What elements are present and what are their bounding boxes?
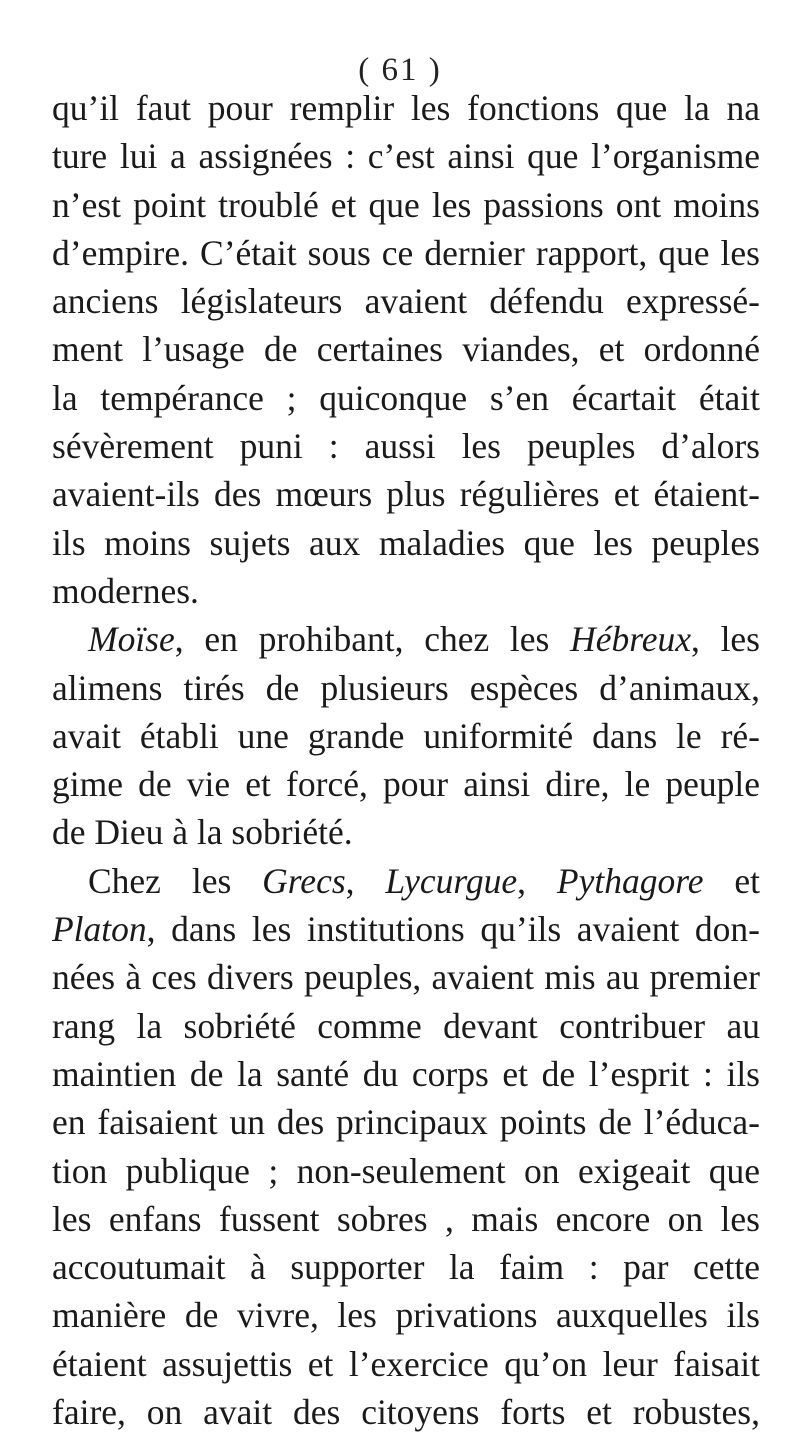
page-number: ( 61 ) bbox=[358, 52, 442, 88]
italic-name: Grecs bbox=[262, 860, 346, 901]
text-line bbox=[52, 857, 760, 905]
text-line: avait établi une grande uniformité dans le ré- bbox=[52, 715, 760, 756]
text-line: la tempérance ; quiconque s’en écartait était bbox=[52, 377, 760, 418]
text-segment: , les bbox=[690, 619, 761, 660]
text-line: alimens tirés de plusieurs espèces d’animaux, bbox=[52, 667, 760, 708]
text-line: ment l’usage de certaines viandes, et ordonné bbox=[52, 329, 760, 370]
text-line: anciens législateurs avaient défendu expressé- bbox=[52, 281, 760, 322]
text-line: avaient-ils des mœurs plus régulières et étaient- bbox=[52, 474, 760, 515]
text-line bbox=[52, 905, 760, 953]
text-line: ture lui a assignées : c’est ainsi que l’organisme bbox=[52, 136, 760, 177]
italic-name: Lycurgue bbox=[385, 860, 518, 901]
text-line: gime de vie et forcé, pour ainsi dire, le peuple bbox=[52, 764, 760, 805]
text-segment: Chez les bbox=[88, 860, 263, 901]
body-text bbox=[52, 84, 760, 1436]
text-line: tion publique ; non-seulement on exigeait que bbox=[52, 1150, 760, 1191]
text-line: en faisaient un des principaux points de l’éduca- bbox=[52, 1102, 760, 1143]
text-line: étaient assujettis et l’exercice qu’on leur faisait bbox=[52, 1343, 760, 1384]
italic-name: Hébreux bbox=[570, 619, 691, 660]
text-line: manière de vivre, les privations auxquelles ils bbox=[52, 1295, 760, 1336]
text-line bbox=[52, 615, 760, 663]
text-line: n’est point troublé et que les passions ont moins bbox=[52, 184, 760, 225]
text-line: maintien de la santé du corps et de l’esprit : ils bbox=[52, 1053, 760, 1094]
text-line: ils moins sujets aux maladies que les peuples bbox=[52, 522, 760, 563]
italic-name: Platon bbox=[52, 909, 147, 950]
italic-name: Pythagore bbox=[556, 860, 704, 901]
text-segment: , bbox=[345, 860, 386, 901]
text-segment: , en prohibant, chez les bbox=[174, 619, 571, 660]
text-line: sévèrement puni : aussi les peuples d’alors bbox=[52, 426, 760, 467]
text-line: de Dieu à la sobriété. bbox=[52, 812, 353, 853]
italic-name: Moïse bbox=[88, 619, 175, 660]
text-line: les enfans fussent sobres , mais encore on les bbox=[52, 1198, 760, 1239]
text-segment: et bbox=[703, 860, 761, 901]
text-line: nées à ces divers peuples, avaient mis au premier bbox=[52, 957, 760, 998]
text-line: accoutumait à supporter la faim : par cette bbox=[52, 1247, 760, 1288]
text-line: qu’il faut pour remplir les fonctions que la na bbox=[52, 88, 760, 128]
text-segment: , dans les institutions qu’ils avaient don- bbox=[146, 909, 760, 950]
text-line: d’empire. C’était sous ce dernier rapport, que les bbox=[52, 232, 760, 273]
text-line: modernes. bbox=[52, 570, 199, 611]
text-segment: , bbox=[517, 860, 557, 901]
text-line: faire, on avait des citoyens forts et robustes, bbox=[52, 1392, 760, 1433]
text-line: rang la sobriété comme devant contribuer au bbox=[52, 1005, 760, 1046]
